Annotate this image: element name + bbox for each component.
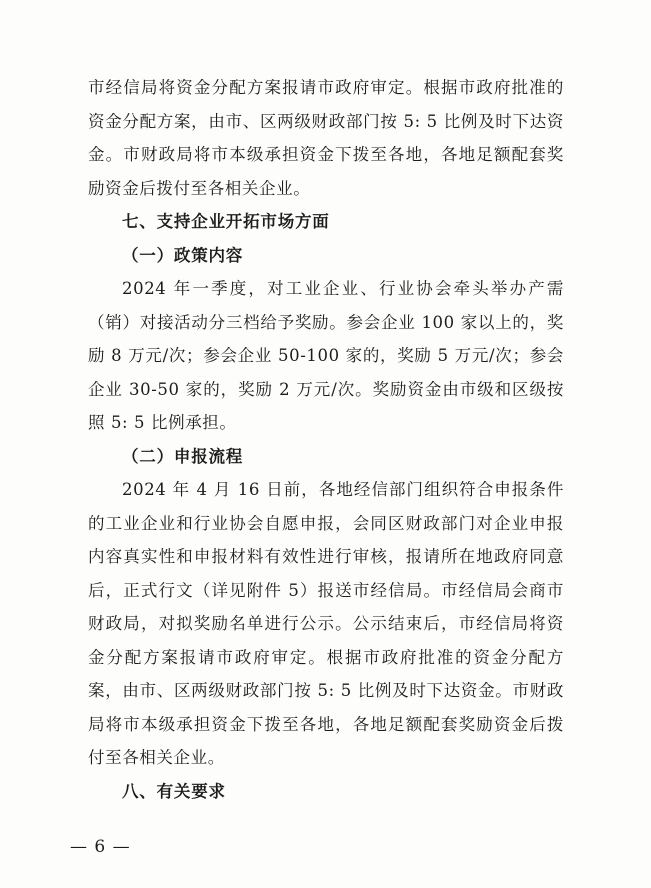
paragraph-application-process: 2024 年 4 月 16 日前，各地经信部门组织符合申报条件的工业企业和行业协会自愿申报，会同区财政部门对企业申报内容真实性和申报材料有效性进行审核，报请所在地政府同意后，正式行文（详见附件 5）报送市经信局。市经信局会商市财政局，对拟奖励名单进行公示。公示结束后，市经信局将资金分配方案报请市政府审定。根据市政府批准的资金分配方案，由市、区两级财政部门按 5: 5 比例及时下达资金。市财政局将市本级承担资金下拨至各地，各地足额配套奖励资金后拨付至各相关企业。 (88, 480, 564, 767)
document-body (88, 71, 564, 808)
page-number: — 6 — (70, 837, 131, 857)
section-heading-8: 八、有关要求 (122, 781, 226, 801)
subheading-application-process: （二）申报流程 (122, 446, 244, 466)
paragraph-policy-content: 2024 年一季度，对工业企业、行业协会牵头举办产需（销）对接活动分三档给予奖励。参会企业 100 家以上的，奖励 8 万元/次；参会企业 50-100 家的，奖励 5 万元/次；参会企业 30-50 家的，奖励 2 万元/次。奖励资金由市级和区级按照 5: 5 比例承担。 (88, 279, 564, 432)
section-heading-7: 七、支持企业开拓市场方面 (122, 212, 330, 231)
paragraph-continuation: 市经信局将资金分配方案报请市政府审定。根据市政府批准的资金分配方案，由市、区两级财政部门按 5: 5 比例及时下达资金。市财政局将市本级承担资金下拨至各地，各地足额配套奖励资金后拨付至各相关企业。 (88, 78, 564, 198)
subheading-policy-content: （一）政策内容 (122, 245, 244, 265)
